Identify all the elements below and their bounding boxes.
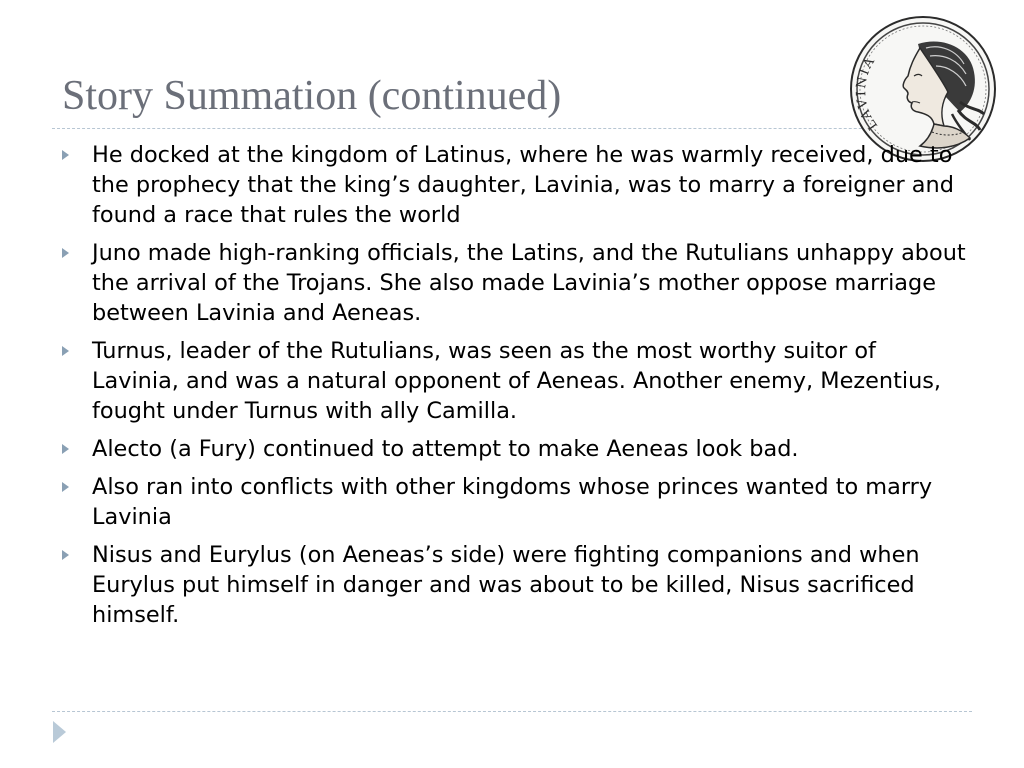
bullet-text: Also ran into conflicts with other kingdoms whose princes wanted to marry Lavinia [92, 474, 933, 530]
bullet-text: Alecto (a Fury) continued to attempt to make Aeneas look bad. [92, 436, 799, 462]
triangle-right-icon [62, 444, 69, 454]
footer-divider [52, 711, 972, 712]
triangle-right-icon [62, 346, 69, 356]
bullet-item [62, 336, 967, 426]
bullet-item [62, 540, 967, 630]
slide-title: Story Summation (continued) [62, 73, 562, 119]
bullet-list [62, 140, 967, 638]
triangle-right-icon [62, 150, 69, 160]
triangle-right-icon [62, 550, 69, 560]
triangle-right-icon [62, 248, 69, 258]
bullet-item [62, 238, 967, 328]
bullet-item [62, 434, 967, 464]
title-divider [52, 128, 972, 129]
next-slide-arrow-icon[interactable] [53, 721, 66, 743]
bullet-text: Nisus and Eurylus (on Aeneas’s side) were fighting companions and when Eurylus put himself in danger and was about to be killed, Nisus sacrificed himself. [92, 542, 920, 628]
bullet-item [62, 472, 967, 532]
svg-text:LAVINIA: LAVINIA [854, 53, 882, 133]
bullet-text: Juno made high-ranking officials, the Latins, and the Rutulians unhappy about the arrival of the Trojans. She also made Lavinia’s mother oppose marriage between Lavinia and Aeneas. [92, 240, 966, 326]
bullet-text: He docked at the kingdom of Latinus, where he was warmly received, due to the prophecy that the king’s daughter, Lavinia, was to marry a foreigner and found a race that rules the world [92, 142, 954, 228]
bullet-text: Turnus, leader of the Rutulians, was seen as the most worthy suitor of Lavinia, and was a natural opponent of Aeneas. Another enemy, Mezentius, fought under Turnus with ally Camilla. [92, 338, 942, 424]
triangle-right-icon [62, 482, 69, 492]
bullet-item [62, 140, 967, 230]
